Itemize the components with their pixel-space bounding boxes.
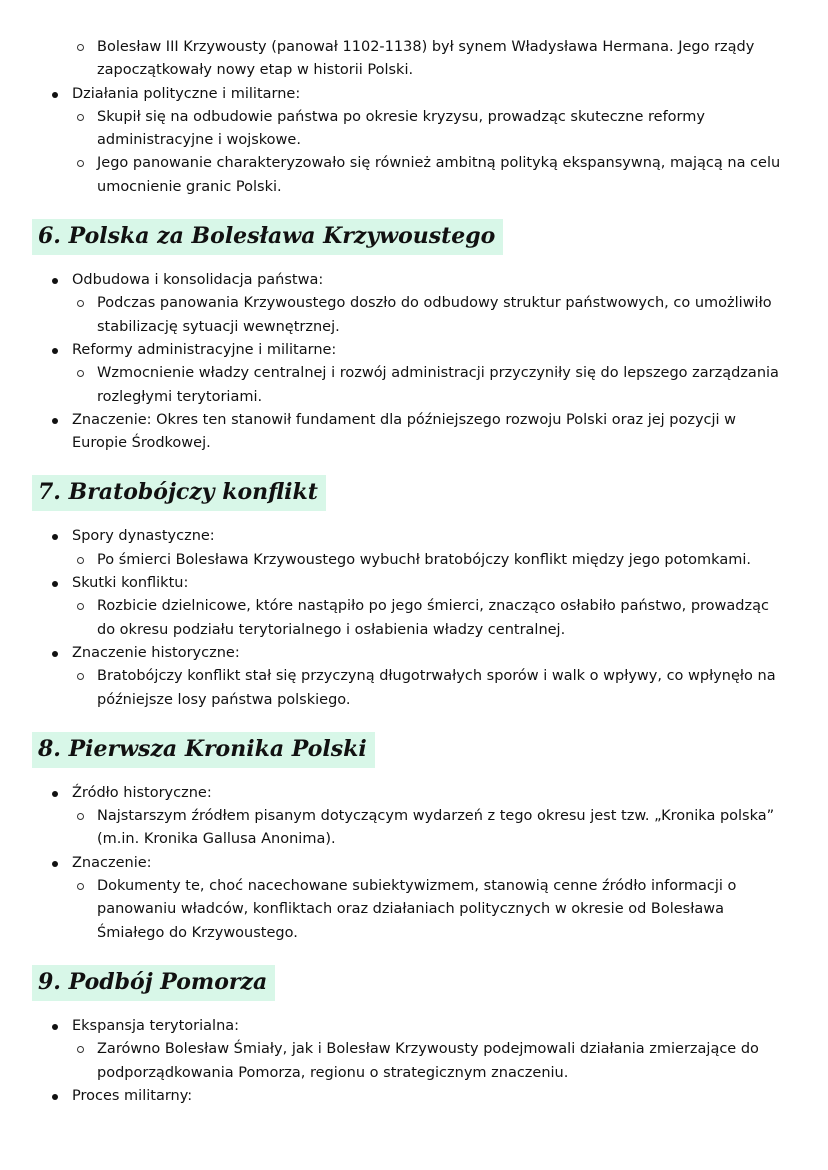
bullet-list <box>0 269 828 455</box>
bullet-item: Spory dynastyczne: <box>0 525 828 548</box>
sub-bullet-item: Bratobójczy konflikt stał się przyczyną długotrwałych sporów i walk o wpływy, co wpłynęło na późniejsze losy państwa polskiego. <box>0 665 828 712</box>
sub-bullet-item: Skupił się na odbudowie państwa po okresie kryzysu, prowadząc skuteczne reformy administracyjne i wojskowe. <box>0 106 828 153</box>
sub-bullet-item: Zarówno Bolesław Śmiały, jak i Bolesław Krzywousty podejmowali działania zmierzające do podporządkowania Pomorza, regionu o strategicznym znaczeniu. <box>0 1038 828 1085</box>
bullet-item: Źródło historyczne: <box>0 782 828 805</box>
sub-bullet-item: Bolesław III Krzywousty (panował 1102-1138) był synem Władysława Hermana. Jego rządy zapoczątkowały nowy etap w historii Polski. <box>0 36 828 83</box>
sub-bullet-item: Po śmierci Bolesława Krzywoustego wybuchł bratobójczy konflikt między jego potomkami. <box>0 549 828 572</box>
bullet-item: Skutki konfliktu: <box>0 572 828 595</box>
bullet-list <box>0 525 828 711</box>
bullet-item: Reformy administracyjne i militarne: <box>0 339 828 362</box>
bullet-item: Znaczenie: Okres ten stanowił fundament dla późniejszego rozwoju Polski oraz jej pozycji w Europie Środkowej. <box>0 409 828 456</box>
sub-bullet-item: Najstarszym źródłem pisanym dotyczącym wydarzeń z tego okresu jest tzw. „Kronika polska” (m.in. Kronika Gallusa Anonima). <box>0 805 828 852</box>
section-heading: 9. Podbój Pomorza <box>32 965 275 1001</box>
sub-bullet-item: Dokumenty te, choć nacechowane subiektywizmem, stanowią cenne źródło informacji o panowaniu władców, konfliktach oraz działaniach politycznych w okresie od Bolesława Śmiałego do Krzywoustego. <box>0 875 828 945</box>
bullet-item: Znaczenie: <box>0 852 828 875</box>
bullet-item: Działania polityczne i militarne: <box>0 83 828 106</box>
bullet-item: Znaczenie historyczne: <box>0 642 828 665</box>
sub-bullet-item: Podczas panowania Krzywoustego doszło do odbudowy struktur państwowych, co umożliwiło stabilizację sytuacji wewnętrznej. <box>0 292 828 339</box>
bullet-item: Odbudowa i konsolidacja państwa: <box>0 269 828 292</box>
bullet-list <box>0 782 828 945</box>
bullet-item: Proces militarny: <box>0 1085 828 1108</box>
bullet-list <box>0 1015 828 1108</box>
section-heading: 7. Bratobójczy konflikt <box>32 475 326 511</box>
sub-bullet-item: Rozbicie dzielnicowe, które nastąpiło po jego śmierci, znacząco osłabiło państwo, prowadząc do okresu podziału terytorialnego i osłabienia władzy centralnej. <box>0 595 828 642</box>
section-heading: 6. Polska za Bolesława Krzywoustego <box>32 219 503 255</box>
bullet-list <box>0 36 828 199</box>
sub-bullet-item: Jego panowanie charakteryzowało się również ambitną polityką ekspansywną, mającą na celu umocnienie granic Polski. <box>0 152 828 199</box>
notes-content <box>0 36 828 1108</box>
bullet-item: Ekspansja terytorialna: <box>0 1015 828 1038</box>
sub-bullet-item: Wzmocnienie władzy centralnej i rozwój administracji przyczyniły się do lepszego zarządzania rozległymi terytoriami. <box>0 362 828 409</box>
section-heading: 8. Pierwsza Kronika Polski <box>32 732 375 768</box>
